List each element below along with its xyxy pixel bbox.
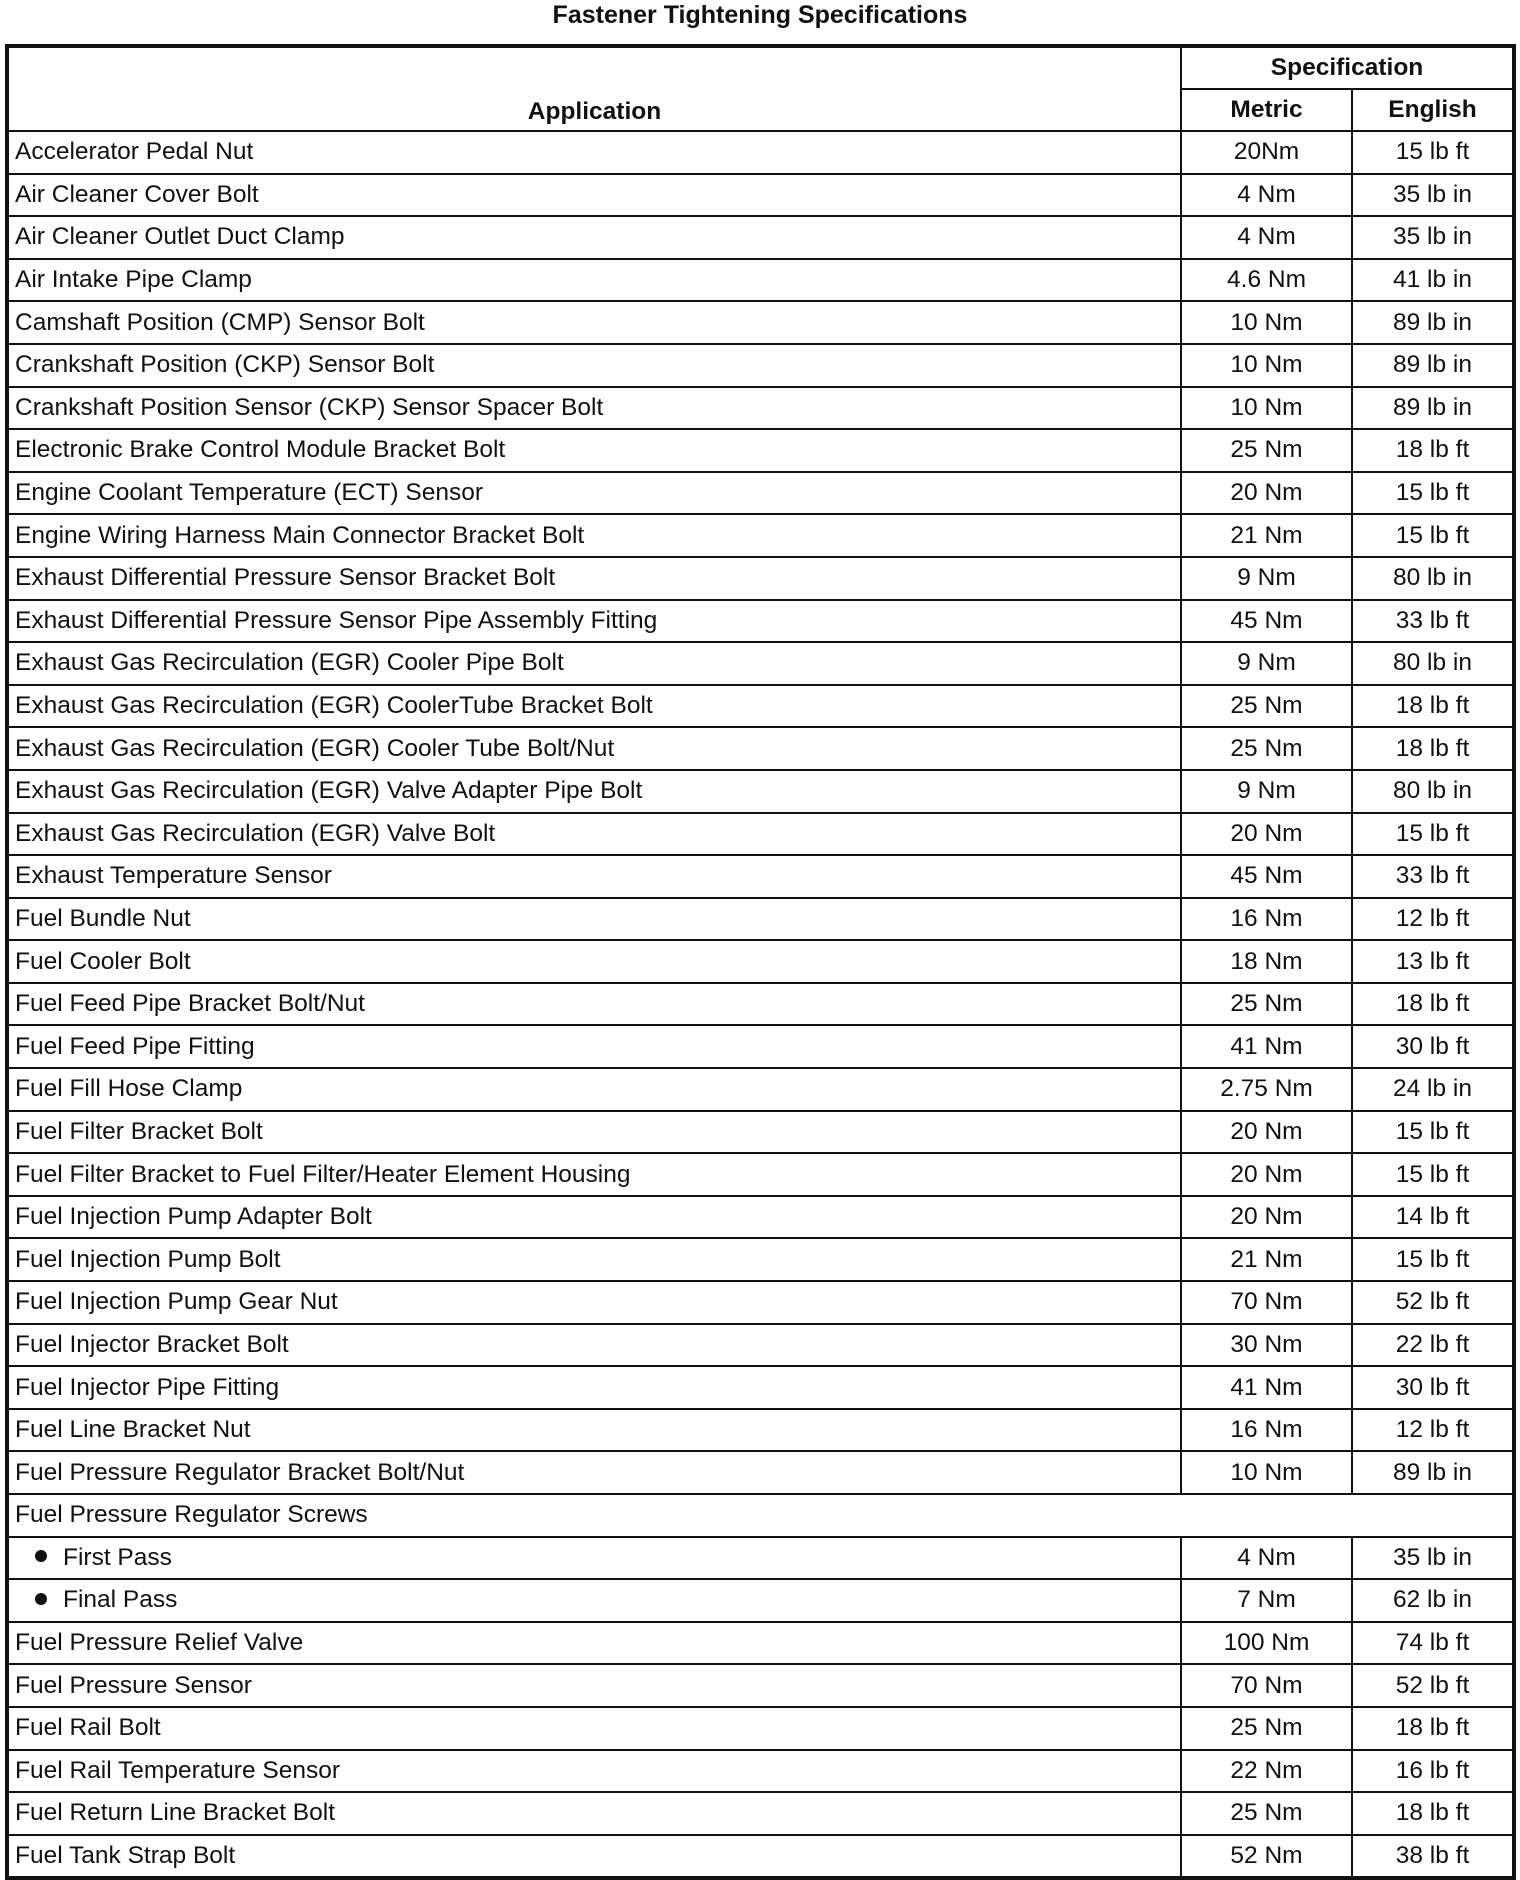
application-label: Fuel Pressure Regulator Screws xyxy=(15,1501,368,1529)
application-label: Fuel Pressure Regulator Bracket Bolt/Nut xyxy=(15,1458,465,1486)
table-row xyxy=(7,727,1514,770)
metric-value: 20 Nm xyxy=(1181,813,1352,856)
application-cell xyxy=(7,1324,1181,1367)
table-row xyxy=(7,131,1514,174)
metric-value: 25 Nm xyxy=(1181,1792,1352,1835)
application-label: Fuel Injection Pump Bolt xyxy=(15,1245,281,1273)
metric-value: 20 Nm xyxy=(1181,472,1352,515)
metric-value: 4.6 Nm xyxy=(1181,259,1352,302)
application-cell xyxy=(7,727,1181,770)
bullet-icon xyxy=(35,1593,47,1605)
english-value: 33 lb ft xyxy=(1352,600,1514,643)
english-value: 18 lb ft xyxy=(1352,1707,1514,1750)
application-cell xyxy=(7,174,1181,217)
table-row xyxy=(7,1196,1514,1239)
table-row xyxy=(7,259,1514,302)
application-label: Air Cleaner Outlet Duct Clamp xyxy=(15,223,345,251)
column-header-specification: Specification xyxy=(1181,46,1514,89)
application-label: Exhaust Differential Pressure Sensor Bracket Bolt xyxy=(15,564,556,592)
application-cell xyxy=(7,557,1181,600)
table-row xyxy=(7,1153,1514,1196)
english-value: 30 lb ft xyxy=(1352,1025,1514,1068)
application-label: Camshaft Position (CMP) Sensor Bolt xyxy=(15,308,425,336)
metric-value: 41 Nm xyxy=(1181,1025,1352,1068)
application-label: Engine Wiring Harness Main Connector Bracket Bolt xyxy=(15,521,585,549)
application-cell xyxy=(7,1451,1181,1494)
metric-value: 45 Nm xyxy=(1181,855,1352,898)
english-value: 35 lb in xyxy=(1352,174,1514,217)
metric-value: 100 Nm xyxy=(1181,1622,1352,1665)
english-value: 18 lb ft xyxy=(1352,1792,1514,1835)
english-value: 15 lb ft xyxy=(1352,472,1514,515)
application-label: Fuel Fill Hose Clamp xyxy=(15,1075,243,1103)
application-label: Fuel Feed Pipe Bracket Bolt/Nut xyxy=(15,990,365,1018)
application-label: Air Intake Pipe Clamp xyxy=(15,266,252,294)
english-value: 52 lb ft xyxy=(1352,1281,1514,1324)
english-value: 35 lb in xyxy=(1352,1537,1514,1580)
metric-value: 25 Nm xyxy=(1181,983,1352,1026)
english-value: 89 lb in xyxy=(1352,344,1514,387)
application-label: Fuel Bundle Nut xyxy=(15,904,191,932)
metric-value: 70 Nm xyxy=(1181,1281,1352,1324)
english-value: 15 lb ft xyxy=(1352,1111,1514,1154)
metric-value: 4 Nm xyxy=(1181,1537,1352,1580)
table-row xyxy=(7,387,1514,430)
page-title: Fastener Tightening Specifications xyxy=(552,1,968,29)
table-row xyxy=(7,1111,1514,1154)
metric-value: 25 Nm xyxy=(1181,429,1352,472)
application-cell xyxy=(7,855,1181,898)
table-row xyxy=(7,1750,1514,1793)
application-cell xyxy=(7,472,1181,515)
application-cell xyxy=(7,1153,1181,1196)
application-label: Electronic Brake Control Module Bracket Bolt xyxy=(15,436,506,464)
application-cell xyxy=(7,1792,1181,1835)
application-label: Fuel Pressure Relief Valve xyxy=(15,1629,304,1657)
metric-value: 4 Nm xyxy=(1181,174,1352,217)
application-label: Fuel Injection Pump Gear Nut xyxy=(15,1288,338,1316)
application-cell xyxy=(7,1835,1181,1879)
metric-value: 9 Nm xyxy=(1181,642,1352,685)
table-row xyxy=(7,429,1514,472)
english-value: 74 lb ft xyxy=(1352,1622,1514,1665)
column-header-application: Application xyxy=(7,46,1181,131)
table-header xyxy=(7,46,1514,131)
english-value: 35 lb in xyxy=(1352,216,1514,259)
metric-value: 9 Nm xyxy=(1181,557,1352,600)
english-value: 80 lb in xyxy=(1352,557,1514,600)
metric-value: 21 Nm xyxy=(1181,514,1352,557)
application-cell xyxy=(7,1579,1181,1622)
application-cell xyxy=(7,940,1181,983)
english-value: 16 lb ft xyxy=(1352,1750,1514,1793)
table-row xyxy=(7,1664,1514,1707)
table-row xyxy=(7,1281,1514,1324)
table-row xyxy=(7,642,1514,685)
application-label: Fuel Return Line Bracket Bolt xyxy=(15,1799,336,1827)
application-cell xyxy=(7,600,1181,643)
table-row xyxy=(7,1409,1514,1452)
table-row xyxy=(7,472,1514,515)
application-cell xyxy=(7,1537,1181,1580)
table-row xyxy=(7,557,1514,600)
table-row xyxy=(7,898,1514,941)
metric-value: 16 Nm xyxy=(1181,898,1352,941)
application-cell xyxy=(7,429,1181,472)
table-row xyxy=(7,600,1514,643)
bullet-icon xyxy=(35,1550,47,1562)
application-cell xyxy=(7,259,1181,302)
application-cell xyxy=(7,685,1181,728)
metric-value: 20 Nm xyxy=(1181,1153,1352,1196)
english-value: 15 lb ft xyxy=(1352,1153,1514,1196)
application-cell xyxy=(7,1494,1514,1537)
english-value: 22 lb ft xyxy=(1352,1324,1514,1367)
table-row xyxy=(7,1068,1514,1111)
application-label: Fuel Filter Bracket Bolt xyxy=(15,1117,263,1145)
fastener-spec-table xyxy=(5,44,1516,1880)
application-label: Fuel Injection Pump Adapter Bolt xyxy=(15,1203,372,1231)
english-value: 80 lb in xyxy=(1352,770,1514,813)
application-cell xyxy=(7,1707,1181,1750)
metric-value: 9 Nm xyxy=(1181,770,1352,813)
application-label: Fuel Filter Bracket to Fuel Filter/Heater Element Housing xyxy=(15,1160,631,1188)
table-row xyxy=(7,855,1514,898)
application-label: Fuel Pressure Sensor xyxy=(15,1671,252,1699)
english-value: 89 lb in xyxy=(1352,387,1514,430)
english-value: 15 lb ft xyxy=(1352,813,1514,856)
english-value: 41 lb in xyxy=(1352,259,1514,302)
metric-value: 2.75 Nm xyxy=(1181,1068,1352,1111)
application-label: Fuel Cooler Bolt xyxy=(15,947,191,975)
application-label: Fuel Feed Pipe Fitting xyxy=(15,1032,255,1060)
metric-value: 20Nm xyxy=(1181,131,1352,174)
application-cell xyxy=(7,1196,1181,1239)
application-cell xyxy=(7,770,1181,813)
application-cell xyxy=(7,1068,1181,1111)
application-label: Exhaust Differential Pressure Sensor Pipe Assembly Fitting xyxy=(15,606,658,634)
table-row xyxy=(7,813,1514,856)
application-cell xyxy=(7,898,1181,941)
metric-value: 20 Nm xyxy=(1181,1196,1352,1239)
application-cell xyxy=(7,642,1181,685)
application-label: Final Pass xyxy=(63,1586,178,1614)
metric-value: 10 Nm xyxy=(1181,301,1352,344)
metric-value: 70 Nm xyxy=(1181,1664,1352,1707)
application-label: Fuel Injector Bracket Bolt xyxy=(15,1330,289,1358)
metric-value: 20 Nm xyxy=(1181,1111,1352,1154)
table-row xyxy=(7,1622,1514,1665)
table-row xyxy=(7,685,1514,728)
table-row xyxy=(7,1494,1514,1537)
table-row xyxy=(7,1707,1514,1750)
metric-value: 45 Nm xyxy=(1181,600,1352,643)
english-value: 18 lb ft xyxy=(1352,685,1514,728)
english-value: 52 lb ft xyxy=(1352,1664,1514,1707)
metric-value: 25 Nm xyxy=(1181,727,1352,770)
application-cell xyxy=(7,1409,1181,1452)
english-value: 33 lb ft xyxy=(1352,855,1514,898)
application-label: Exhaust Gas Recirculation (EGR) Cooler Pipe Bolt xyxy=(15,649,564,677)
application-cell xyxy=(7,216,1181,259)
table-row xyxy=(7,514,1514,557)
english-value: 14 lb ft xyxy=(1352,1196,1514,1239)
table-row xyxy=(7,216,1514,259)
table-row xyxy=(7,1451,1514,1494)
table-row xyxy=(7,1537,1514,1580)
table-row xyxy=(7,1792,1514,1835)
metric-value: 7 Nm xyxy=(1181,1579,1352,1622)
table-row xyxy=(7,940,1514,983)
application-label: Accelerator Pedal Nut xyxy=(15,138,254,166)
application-label: Engine Coolant Temperature (ECT) Sensor xyxy=(15,479,484,507)
english-value: 62 lb in xyxy=(1352,1579,1514,1622)
application-label: Exhaust Gas Recirculation (EGR) CoolerTube Bracket Bolt xyxy=(15,692,653,720)
table-row xyxy=(7,1835,1514,1879)
table-row xyxy=(7,770,1514,813)
table-body xyxy=(7,131,1514,1878)
application-cell xyxy=(7,514,1181,557)
application-cell xyxy=(7,387,1181,430)
application-label: First Pass xyxy=(63,1543,172,1571)
application-cell xyxy=(7,1281,1181,1324)
table-row xyxy=(7,1025,1514,1068)
metric-value: 18 Nm xyxy=(1181,940,1352,983)
application-cell xyxy=(7,1025,1181,1068)
metric-value: 21 Nm xyxy=(1181,1238,1352,1281)
english-value: 18 lb ft xyxy=(1352,983,1514,1026)
metric-value: 10 Nm xyxy=(1181,387,1352,430)
table-row xyxy=(7,1324,1514,1367)
english-value: 12 lb ft xyxy=(1352,1409,1514,1452)
english-value: 89 lb in xyxy=(1352,1451,1514,1494)
english-value: 15 lb ft xyxy=(1352,131,1514,174)
metric-value: 10 Nm xyxy=(1181,1451,1352,1494)
metric-value: 16 Nm xyxy=(1181,1409,1352,1452)
application-label: Fuel Tank Strap Bolt xyxy=(15,1842,236,1870)
english-value: 80 lb in xyxy=(1352,642,1514,685)
english-value: 38 lb ft xyxy=(1352,1835,1514,1879)
application-label: Fuel Rail Bolt xyxy=(15,1714,161,1742)
metric-value: 52 Nm xyxy=(1181,1835,1352,1879)
application-label: Exhaust Temperature Sensor xyxy=(15,862,332,890)
english-value: 15 lb ft xyxy=(1352,514,1514,557)
english-value: 12 lb ft xyxy=(1352,898,1514,941)
metric-value: 4 Nm xyxy=(1181,216,1352,259)
metric-value: 25 Nm xyxy=(1181,685,1352,728)
table-row xyxy=(7,1579,1514,1622)
application-cell xyxy=(7,301,1181,344)
application-cell xyxy=(7,813,1181,856)
application-label: Exhaust Gas Recirculation (EGR) Cooler Tube Bolt/Nut xyxy=(15,734,615,762)
application-cell xyxy=(7,1111,1181,1154)
application-label: Air Cleaner Cover Bolt xyxy=(15,180,259,208)
application-label: Crankshaft Position Sensor (CKP) Sensor Spacer Bolt xyxy=(15,393,604,421)
application-label: Fuel Rail Temperature Sensor xyxy=(15,1756,341,1784)
column-header-metric: Metric xyxy=(1181,89,1352,131)
table-row xyxy=(7,1238,1514,1281)
english-value: 24 lb in xyxy=(1352,1068,1514,1111)
english-value: 18 lb ft xyxy=(1352,429,1514,472)
english-value: 18 lb ft xyxy=(1352,727,1514,770)
metric-value: 41 Nm xyxy=(1181,1366,1352,1409)
application-label: Fuel Injector Pipe Fitting xyxy=(15,1373,280,1401)
application-cell xyxy=(7,983,1181,1026)
application-cell xyxy=(7,1366,1181,1409)
metric-value: 22 Nm xyxy=(1181,1750,1352,1793)
english-value: 13 lb ft xyxy=(1352,940,1514,983)
table-row xyxy=(7,983,1514,1026)
application-cell xyxy=(7,131,1181,174)
column-header-english: English xyxy=(1352,89,1514,131)
application-cell xyxy=(7,1664,1181,1707)
table-row xyxy=(7,301,1514,344)
english-value: 15 lb ft xyxy=(1352,1238,1514,1281)
application-label: Crankshaft Position (CKP) Sensor Bolt xyxy=(15,351,435,379)
application-cell xyxy=(7,1750,1181,1793)
application-label: Exhaust Gas Recirculation (EGR) Valve Bolt xyxy=(15,819,496,847)
table-row xyxy=(7,174,1514,217)
application-label: Fuel Line Bracket Nut xyxy=(15,1416,251,1444)
metric-value: 25 Nm xyxy=(1181,1707,1352,1750)
application-cell xyxy=(7,344,1181,387)
metric-value: 30 Nm xyxy=(1181,1324,1352,1367)
application-cell xyxy=(7,1622,1181,1665)
table-row xyxy=(7,1366,1514,1409)
application-cell xyxy=(7,1238,1181,1281)
table-row xyxy=(7,344,1514,387)
application-label: Exhaust Gas Recirculation (EGR) Valve Adapter Pipe Bolt xyxy=(15,777,643,805)
english-value: 89 lb in xyxy=(1352,301,1514,344)
english-value: 30 lb ft xyxy=(1352,1366,1514,1409)
metric-value: 10 Nm xyxy=(1181,344,1352,387)
